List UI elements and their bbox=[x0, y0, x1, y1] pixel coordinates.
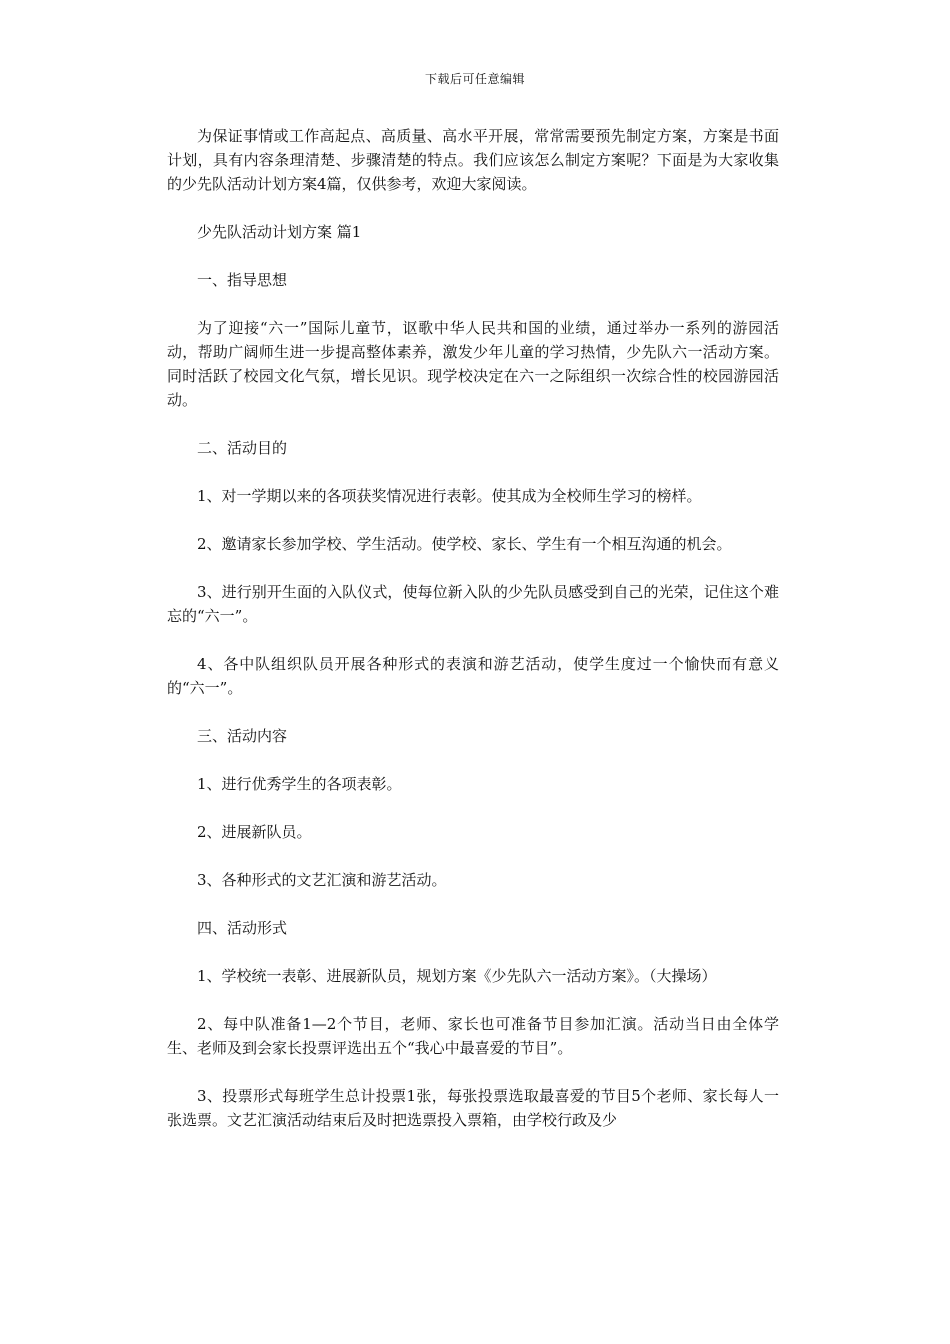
section-heading: 一、指导思想 bbox=[197, 271, 288, 289]
list-item: 1、进行优秀学生的各项表彰。 bbox=[197, 775, 402, 793]
header-note: 下载后可任意编辑 bbox=[424, 72, 525, 86]
document-body bbox=[167, 124, 779, 1156]
list-item: 1、对一学期以来的各项获奖情况进行表彰。使其成为全校师生学习的榜样。 bbox=[197, 487, 702, 505]
intro-paragraph: 为保证事情或工作高起点、高质量、高水平开展，常常需要预先制定方案，方案是书面计划，具有内容条理清楚、步骤清楚的特点。我们应该怎么制定方案呢？下面是为大家收集的少先队活动计划方案4篇，仅供参考，欢迎大家阅读。 bbox=[167, 127, 779, 193]
list-item: 3、进行别开生面的入队仪式，使每位新入队的少先队员感受到自己的光荣，记住这个难忘的“六一”。 bbox=[167, 583, 779, 625]
list-item: 1、学校统一表彰、进展新队员，规划方案《少先队六一活动方案》。（大操场） bbox=[197, 967, 717, 985]
paragraph: 为了迎接“六一”国际儿童节，讴歌中华人民共和国的业绩，通过举办一系列的游园活动，帮助广阔师生进一步提高整体素养，激发少年儿童的学习热情，少先队六一活动方案。同时活跃了校园文化气氛，增长见识。现学校决定在六一之际组织一次综合性的校园游园活动。 bbox=[167, 319, 779, 409]
list-item: 3、投票形式每班学生总计投票1张，每张投票选取最喜爱的节目5个老师、家长每人一张选票。文艺汇演活动结束后及时把选票投入票箱，由学校行政及少 bbox=[167, 1087, 779, 1129]
list-item: 2、每中队准备1—2个节目，老师、家长也可准备节目参加汇演。活动当日由全体学生、老师及到会家长投票评选出五个“我心中最喜爱的节目”。 bbox=[167, 1015, 779, 1057]
list-item: 2、邀请家长参加学校、学生活动。使学校、家长、学生有一个相互沟通的机会。 bbox=[197, 535, 732, 553]
plan-title: 少先队活动计划方案 篇1 bbox=[197, 223, 362, 241]
section-heading: 三、活动内容 bbox=[197, 727, 288, 745]
list-item: 2、进展新队员。 bbox=[197, 823, 312, 841]
section-heading: 四、活动形式 bbox=[197, 919, 288, 937]
list-item: 3、各种形式的文艺汇演和游艺活动。 bbox=[197, 871, 447, 889]
section-heading: 二、活动目的 bbox=[197, 439, 288, 457]
list-item: 4、各中队组织队员开展各种形式的表演和游艺活动，使学生度过一个愉快而有意义的“六一”。 bbox=[167, 655, 779, 697]
